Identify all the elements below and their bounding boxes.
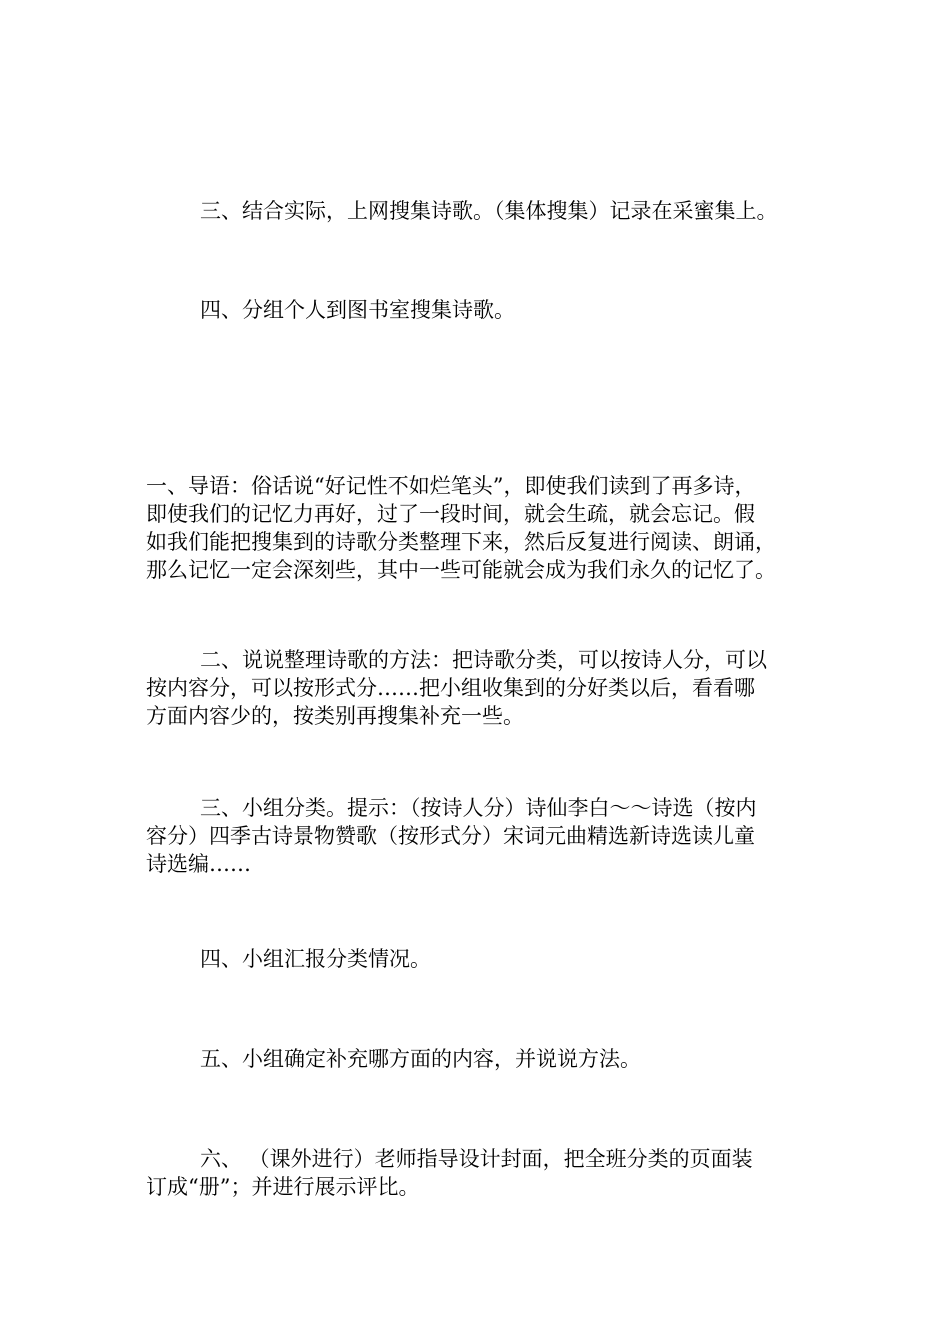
paragraph-line: 方面内容少的，按类别再搜集补充一些。 <box>146 704 524 728</box>
paragraph-group-classify <box>146 794 821 878</box>
paragraph-line: 即使我们的记忆力再好，过了一段时间，就会生疏，就会忘记。假 <box>146 502 755 526</box>
paragraph-group-supplement <box>146 1045 821 1073</box>
paragraph-library-collect <box>146 296 821 324</box>
paragraph-collect-online <box>146 197 821 225</box>
paragraph-cover-design <box>146 1145 821 1201</box>
paragraph-organize-method <box>146 646 821 730</box>
paragraph-line: 诗选编…… <box>146 852 251 876</box>
paragraph-line: 三、小组分类。提示：（按诗人分）诗仙李白～～诗选（按内 <box>200 796 757 820</box>
paragraph-line: 按内容分，可以按形式分……把小组收集到的分好类以后，看看哪 <box>146 676 755 700</box>
paragraph-line: 那么记忆一定会深刻些，其中一些可能就会成为我们永久的记忆了。 <box>146 558 776 582</box>
paragraph-line: 五、小组确定补充哪方面的内容，并说说方法。 <box>200 1047 641 1071</box>
paragraph-introduction <box>146 472 821 584</box>
paragraph-line: 三、结合实际，上网搜集诗歌。（集体搜集）记录在采蜜集上。 <box>200 199 778 223</box>
paragraph-line: 一、导语：俗话说“好记性不如烂笔头”，即使我们读到了再多诗， <box>146 474 756 498</box>
paragraph-line: 订成“册”；并进行展示评比。 <box>146 1175 420 1199</box>
paragraph-line: 容分）四季古诗景物赞歌（按形式分）宋词元曲精选新诗选读儿童 <box>146 824 755 848</box>
paragraph-line: 四、分组个人到图书室搜集诗歌。 <box>200 298 515 322</box>
paragraph-line: 四、小组汇报分类情况。 <box>200 947 431 971</box>
paragraph-line: 二、说说整理诗歌的方法：把诗歌分类，可以按诗人分，可以 <box>200 648 767 672</box>
paragraph-line: 六、 （课外进行）老师指导设计封面，把全班分类的页面装 <box>200 1147 753 1171</box>
paragraph-line: 如我们能把搜集到的诗歌分类整理下来，然后反复进行阅读、朗诵， <box>146 530 776 554</box>
paragraph-group-report <box>146 945 821 973</box>
